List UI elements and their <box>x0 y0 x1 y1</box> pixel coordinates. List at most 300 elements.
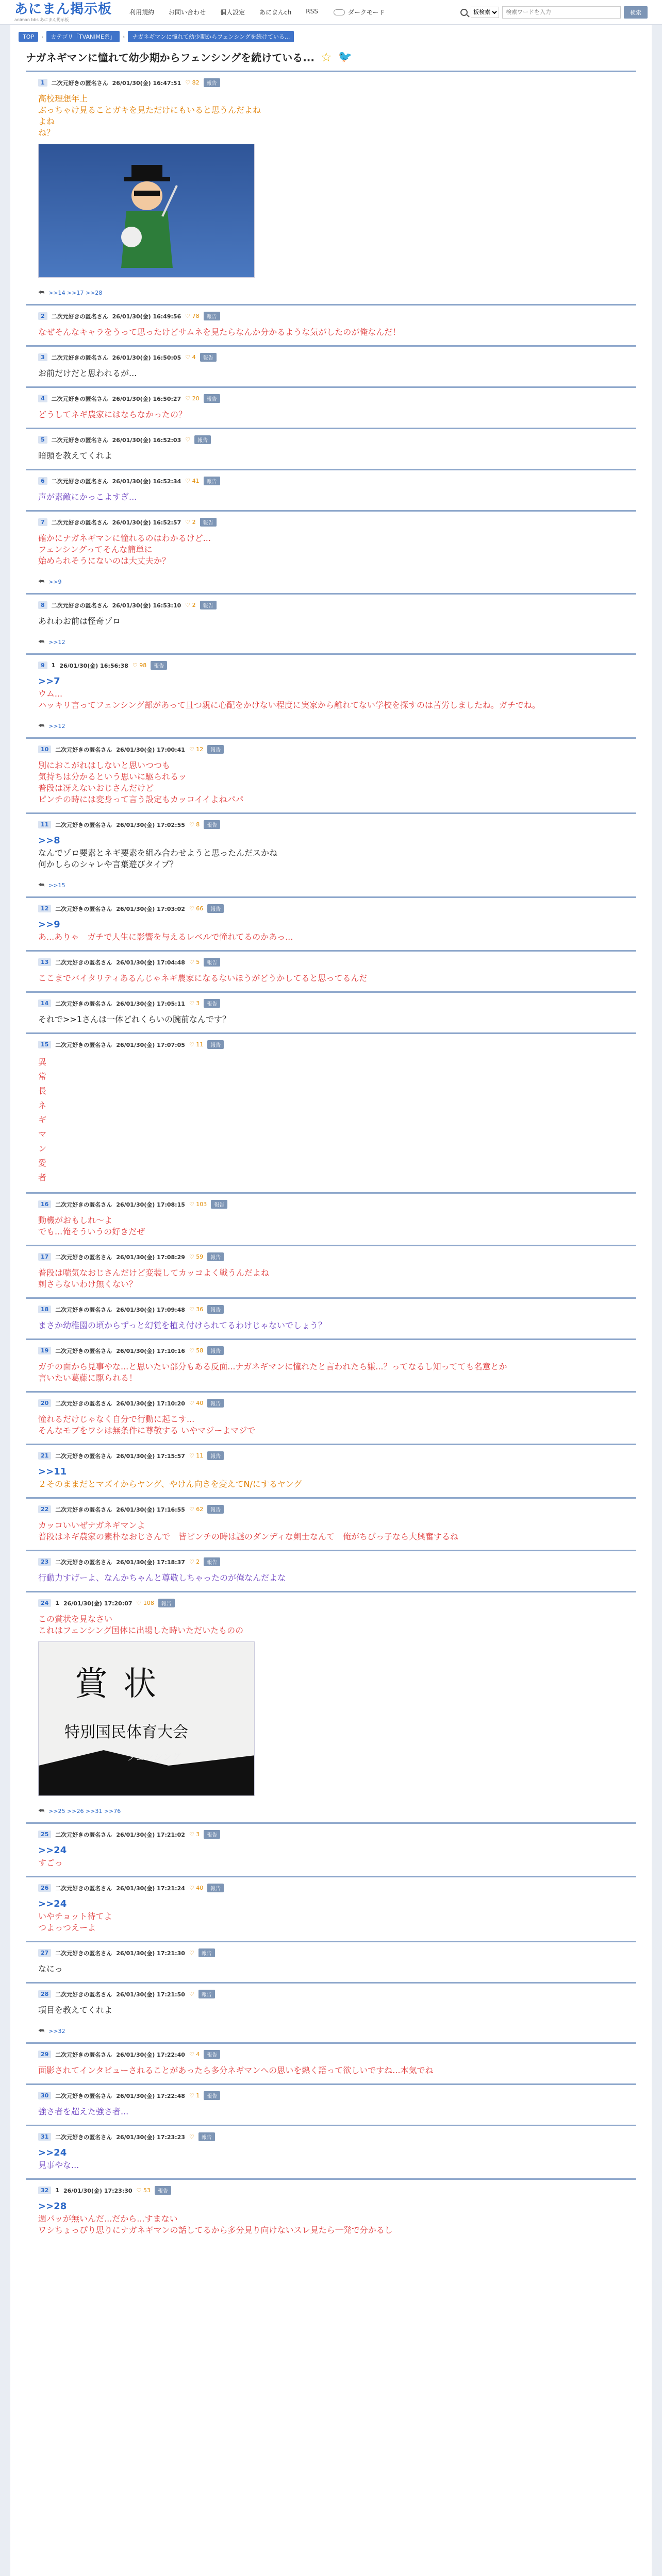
poster-name: 二次元好きの匿名さん <box>51 519 108 526</box>
report-button[interactable]: 報告 <box>207 1252 224 1261</box>
post-text-line: お前だけだと思われるが... <box>38 368 137 378</box>
post <box>26 1941 636 1982</box>
post-body <box>38 835 624 870</box>
nav-item[interactable]: RSS <box>306 8 318 15</box>
heart-icon: ♡ <box>185 436 191 443</box>
report-button[interactable]: 報告 <box>204 312 220 320</box>
post-text-line: 見事やな... <box>38 2160 79 2170</box>
post-body <box>38 1414 624 1436</box>
nav-item[interactable]: 個人設定 <box>220 9 245 16</box>
post <box>26 2083 636 2125</box>
like-count[interactable] <box>189 1506 203 1513</box>
post-header <box>38 1884 624 1892</box>
report-button[interactable]: 報告 <box>204 1557 220 1566</box>
report-button[interactable]: 報告 <box>200 353 217 362</box>
post-number[interactable]: 5 <box>38 436 47 444</box>
logo-text: あにまん掲示板 <box>14 1 112 17</box>
report-button[interactable]: 報告 <box>207 904 224 913</box>
report-button[interactable]: 報告 <box>204 820 220 829</box>
heart-icon: ♡ <box>189 821 194 828</box>
post-number[interactable]: 13 <box>38 958 51 966</box>
like-count[interactable] <box>189 1253 203 1260</box>
report-button[interactable]: 報告 <box>198 1990 215 1998</box>
poster-name: 二次元好きの匿名さん <box>55 1306 112 1313</box>
search-input[interactable] <box>502 6 621 19</box>
post <box>26 1391 636 1444</box>
post-text-line: 憧れるだけじゃなく自分で行動に起こす... <box>38 1414 195 1424</box>
post-date: 26/01/30(金) 16:49:56 <box>112 313 181 320</box>
post-number[interactable]: 1 <box>38 79 47 87</box>
post-header <box>38 1399 624 1408</box>
report-button[interactable]: 報告 <box>207 1884 224 1892</box>
heart-icon: ♡ <box>189 1452 194 1459</box>
poster-name: 二次元好きの匿名さん <box>55 1041 112 1048</box>
breadcrumb-top[interactable]: TOP <box>19 32 38 42</box>
report-button[interactable]: 報告 <box>200 601 217 609</box>
like-count[interactable] <box>189 1885 203 1891</box>
reply-links[interactable]: >>9 <box>48 579 62 585</box>
post-body <box>38 1572 624 1584</box>
post <box>26 2178 636 2243</box>
like-value: 11 <box>196 1041 204 1048</box>
post-text-line: ハッキリ言ってフェンシング部があって且つ親に心配をかけない程度に実家から離れてない学校を探すのは苦労しましたね。ガチでね。 <box>38 700 540 710</box>
poster-name: 二次元好きの匿名さん <box>55 1347 112 1354</box>
poster-name: 二次元好きの匿名さん <box>55 1000 112 1007</box>
post-text-line: 始められそうにないのは大丈夫か？ <box>38 556 171 566</box>
post <box>26 950 636 991</box>
reply-anchor[interactable]: >>24 <box>38 1845 67 1856</box>
like-count[interactable] <box>185 602 195 608</box>
post-header <box>38 477 624 485</box>
report-button[interactable]: 報告 <box>207 1040 224 1049</box>
like-count[interactable] <box>189 1000 200 1007</box>
like-value: 40 <box>196 1885 204 1891</box>
poster-name: 二次元好きの匿名さん <box>55 1452 112 1460</box>
post-text-line: それで>>1さんは一体どれくらいの腕前なんです？ <box>38 1014 230 1024</box>
report-button[interactable]: 報告 <box>207 1451 224 1460</box>
heart-icon: ♡ <box>189 1991 194 1997</box>
post-header <box>38 2132 624 2141</box>
post-header <box>38 2091 624 2100</box>
post-text-line: すごっ <box>38 1858 63 1868</box>
reply-links[interactable]: >>32 <box>48 2028 65 2035</box>
poster-name: 二次元好きの匿名さん <box>55 2092 112 2099</box>
post-date: 26/01/30(金) 17:10:16 <box>116 1347 185 1354</box>
post-header <box>38 1948 624 1957</box>
post-text-line: 別におこがれはしないと思いつつも <box>38 760 171 770</box>
post-number[interactable]: 11 <box>38 821 51 828</box>
like-count[interactable] <box>189 1306 203 1313</box>
toggle-switch-icon[interactable] <box>334 9 345 15</box>
post-number[interactable]: 12 <box>38 905 51 912</box>
post-footer <box>38 722 624 730</box>
post-header <box>38 1040 624 1049</box>
reply-icon[interactable]: ⮪ <box>38 722 45 730</box>
post-footer <box>38 289 624 297</box>
post-date: 26/01/30(金) 17:09:48 <box>116 1306 185 1313</box>
report-button[interactable]: 報告 <box>198 1948 215 1957</box>
dark-mode-toggle[interactable] <box>334 8 385 16</box>
poster-name: 二次元好きの匿名さん <box>51 313 108 320</box>
post-footer <box>38 882 624 889</box>
post-number[interactable]: 19 <box>38 1347 51 1354</box>
like-count[interactable] <box>185 354 195 361</box>
reply-icon[interactable]: ⮪ <box>38 882 45 889</box>
post <box>26 991 636 1032</box>
post-header <box>38 1451 624 1460</box>
post-header <box>38 1990 624 1998</box>
post-body <box>38 1963 624 1975</box>
report-button[interactable]: 報告 <box>204 2091 220 2100</box>
post <box>26 2125 636 2178</box>
post-text-line: よね <box>38 116 55 126</box>
post-body <box>38 1267 624 1290</box>
poster-name: 二次元好きの匿名さん <box>55 821 112 828</box>
post-number[interactable]: 14 <box>38 999 51 1007</box>
heart-icon: ♡ <box>185 519 191 526</box>
post-text-line: ピンチの時には変身って言う設定もカッコイイよねパパ <box>38 794 244 804</box>
post-text-line: 普段はネギ農家の素朴なおじさんで 皆ピンチの時は謎のダンディな剣士なんて 俺がちびっ子なら大興奮するね <box>38 1532 458 1541</box>
like-count[interactable] <box>189 1831 200 1838</box>
post <box>26 1245 636 1297</box>
post <box>26 345 636 386</box>
post-text-line: あれわお前は怪奇ゾロ <box>38 616 121 626</box>
poster-name: 二次元好きの匿名さん <box>55 1991 112 1998</box>
post-text-line: 週パッが無いんだ...だから...すまない <box>38 2214 178 2224</box>
character-illustration-icon <box>116 155 178 268</box>
main-content <box>10 25 652 2576</box>
like-count[interactable] <box>189 2051 200 2058</box>
like-value: 8 <box>196 821 200 828</box>
post <box>26 1497 636 1550</box>
poster-name: 二次元好きの匿名さん <box>55 746 112 753</box>
heart-icon: ♡ <box>185 395 191 402</box>
post-body <box>38 616 624 627</box>
post-header <box>38 1505 624 1514</box>
post-text-line: 言いたい葛藤に駆られる！ <box>38 1373 138 1383</box>
post-number[interactable]: 16 <box>38 1200 51 1208</box>
post-text-line: この賞状を見なさい <box>38 1614 113 1624</box>
report-button[interactable]: 報告 <box>207 1346 224 1355</box>
post-number[interactable]: 27 <box>38 1949 51 1957</box>
like-count[interactable] <box>189 1400 203 1406</box>
post <box>26 1876 636 1941</box>
post-text-line: 暗頭を教えてくれよ <box>38 451 113 461</box>
heart-icon: ♡ <box>189 1201 194 1208</box>
post-date: 26/01/30(金) 17:05:11 <box>116 1000 185 1007</box>
heart-icon: ♡ <box>189 1306 194 1313</box>
post <box>26 812 636 896</box>
post-body <box>38 93 624 139</box>
certificate-event: フェンシング <box>126 1752 181 1763</box>
like-count[interactable] <box>189 1452 203 1459</box>
post-date: 26/01/30(金) 17:21:24 <box>116 1885 185 1892</box>
post-text-line: ね？ <box>38 128 55 138</box>
post-date: 26/01/30(金) 17:00:41 <box>116 746 185 753</box>
post-body <box>38 1320 624 1331</box>
star-icon[interactable]: ☆ <box>321 49 332 64</box>
post-header <box>38 661 624 670</box>
report-button[interactable]: 報告 <box>204 394 220 403</box>
post-body <box>38 492 624 503</box>
like-count[interactable] <box>185 395 199 402</box>
reply-anchor[interactable]: >>24 <box>38 1899 67 1909</box>
report-button[interactable]: 報告 <box>207 1305 224 1314</box>
post-body <box>38 2005 624 2016</box>
report-button[interactable]: 報告 <box>204 477 220 485</box>
heart-icon: ♡ <box>185 478 191 484</box>
post-number[interactable]: 31 <box>38 2133 51 2141</box>
like-count[interactable] <box>189 1558 200 1565</box>
post-text-line: 気持ちは分かるという思いに駆られるッ <box>38 772 187 782</box>
post-number[interactable]: 18 <box>38 1306 51 1313</box>
heart-icon: ♡ <box>189 2092 194 2099</box>
reply-anchor[interactable]: >>11 <box>38 1466 67 1477</box>
post-number[interactable]: 22 <box>38 1505 51 1513</box>
poster-name: 二次元好きの匿名さん <box>51 354 108 361</box>
post-body <box>38 409 624 420</box>
post-body <box>38 1520 624 1543</box>
heart-icon: ♡ <box>132 662 138 669</box>
heart-icon: ♡ <box>189 1253 194 1260</box>
like-count[interactable] <box>189 2092 200 2099</box>
heart-icon: ♡ <box>189 959 194 965</box>
post-header <box>38 601 624 609</box>
report-button[interactable]: 報告 <box>204 999 220 1008</box>
like-count[interactable] <box>189 1201 207 1208</box>
post-number[interactable]: 21 <box>38 1452 51 1460</box>
post-date: 26/01/30(金) 17:16:55 <box>116 1506 185 1513</box>
like-value: 20 <box>192 395 200 402</box>
reply-anchor[interactable]: >>24 <box>38 2147 67 2158</box>
post-text-line: ぶっちゃけ見ることガキを見ただけにもいると思うんだよね <box>38 105 261 115</box>
post-body <box>38 2201 624 2236</box>
post-number[interactable]: 28 <box>38 1990 51 1998</box>
report-button[interactable]: 報告 <box>207 745 224 754</box>
post-number[interactable]: 32 <box>38 2187 51 2194</box>
breadcrumb-category[interactable]: カテゴリ「TVANIME系」 <box>46 31 120 42</box>
post <box>26 1032 636 1192</box>
post-number[interactable]: 29 <box>38 2050 51 2058</box>
post-text-line: そんなモブをワシは無条件に尊敬する いやマジーよマジで <box>38 1426 256 1435</box>
report-button[interactable]: 報告 <box>158 1599 175 1607</box>
logo-subtitle: animan bbs あにまん掲示板 <box>14 17 69 22</box>
poster-name: 二次元好きの匿名さん <box>55 1400 112 1407</box>
reply-links[interactable]: >>25 >>26 >>31 >>76 <box>48 1808 121 1815</box>
breadcrumb-separator: › <box>122 33 125 40</box>
report-button[interactable]: 報告 <box>200 518 217 527</box>
like-value: 98 <box>139 662 147 669</box>
like-count[interactable] <box>185 313 199 319</box>
post-number[interactable]: 6 <box>38 477 47 485</box>
reply-icon[interactable]: ⮪ <box>38 2027 45 2035</box>
post-text-line: ワシちょっぴり思りにナガネギマンの話してるから多分見り向けないスレ見たら一発で分かるし <box>38 2225 393 2235</box>
post-date: 26/01/30(金) 16:56:38 <box>59 662 128 669</box>
post-number[interactable]: 4 <box>38 395 47 402</box>
reply-icon[interactable]: ⮪ <box>38 1807 45 1815</box>
post-date: 26/01/30(金) 17:18:37 <box>116 1558 185 1566</box>
poster-name: 二次元好きの匿名さん <box>51 79 108 87</box>
post-date: 26/01/30(金) 17:04:48 <box>116 959 185 966</box>
poster-name: 二次元好きの匿名さん <box>51 602 108 609</box>
like-value: 12 <box>196 746 204 753</box>
dark-mode-label: ダークモード <box>347 9 385 16</box>
post-text-line: 声が素敵にかっこよすぎ... <box>38 492 137 502</box>
nav-item[interactable]: お問い合わせ <box>169 9 206 16</box>
like-count[interactable] <box>133 662 146 669</box>
heart-icon: ♡ <box>189 1885 194 1891</box>
like-value: 36 <box>196 1306 204 1313</box>
post-number[interactable]: 2 <box>38 312 47 320</box>
report-button[interactable]: 報告 <box>204 1830 220 1839</box>
post-number[interactable]: 10 <box>38 745 51 753</box>
post-text-line: 刺さらないわけ無くない？ <box>38 1279 138 1289</box>
like-count[interactable] <box>189 1041 203 1048</box>
post-header <box>38 1305 624 1314</box>
post-body <box>38 533 624 567</box>
like-value: 108 <box>143 1600 154 1606</box>
report-button[interactable]: 報告 <box>204 958 220 967</box>
report-button[interactable]: 報告 <box>198 2132 215 2141</box>
post-number[interactable]: 23 <box>38 1558 51 1566</box>
like-count[interactable] <box>189 959 200 965</box>
like-value: 1 <box>196 2092 200 2099</box>
like-count[interactable] <box>185 79 199 86</box>
report-button[interactable]: 報告 <box>207 1399 224 1408</box>
post-number[interactable]: 15 <box>38 1041 51 1048</box>
site-logo[interactable] <box>14 2 112 23</box>
like-count[interactable] <box>189 1991 194 1997</box>
post-text-line: 行動力すげーよ、なんかちゃんと尊敬しちゃったのが俺なんだよな <box>38 1573 286 1583</box>
like-count[interactable] <box>185 478 199 484</box>
heart-icon: ♡ <box>185 602 191 608</box>
post-body <box>38 1361 624 1384</box>
post-number[interactable]: 3 <box>38 353 47 361</box>
heart-icon: ♡ <box>136 1600 142 1606</box>
post-text-line: 高校理想年上 <box>38 94 88 104</box>
post-body <box>38 760 624 805</box>
poster-name: 二次元好きの匿名さん <box>55 1950 112 1957</box>
post-date: 26/01/30(金) 16:47:51 <box>112 79 181 87</box>
heart-icon: ♡ <box>189 746 194 753</box>
reply-anchor[interactable]: >>8 <box>38 835 60 846</box>
nav-item[interactable]: あにまんch <box>259 9 292 16</box>
poster-name: 二次元好きの匿名さん <box>55 1506 112 1513</box>
reply-links[interactable]: >>14 >>17 >>28 <box>48 290 103 296</box>
post-body <box>38 1215 624 1238</box>
like-count[interactable] <box>189 746 203 753</box>
post-number[interactable]: 30 <box>38 2092 51 2099</box>
search-scope-select[interactable] <box>471 7 499 18</box>
search-button[interactable]: 検索 <box>624 6 648 19</box>
reply-icon[interactable]: ⮪ <box>38 638 45 646</box>
post-number[interactable]: 9 <box>38 662 47 669</box>
heart-icon: ♡ <box>189 1041 194 1048</box>
report-button[interactable]: 報告 <box>155 2186 171 2195</box>
poster-name: 1 <box>55 1600 59 1606</box>
post-header <box>38 1346 624 1355</box>
like-count[interactable] <box>189 2133 194 2140</box>
heart-icon: ♡ <box>189 1831 194 1838</box>
post-image[interactable] <box>38 1641 255 1796</box>
post-date: 26/01/30(金) 17:21:50 <box>116 1991 185 1998</box>
post-body <box>38 450 624 462</box>
post-header <box>38 904 624 913</box>
certificate-heading: 賞状 <box>75 1665 172 1703</box>
reply-links[interactable]: >>12 <box>48 639 65 646</box>
post-date: 26/01/30(金) 16:53:10 <box>112 602 181 609</box>
poster-name: 二次元好きの匿名さん <box>51 395 108 402</box>
post-body <box>38 1845 624 1869</box>
breadcrumb-thread[interactable]: ナガネギマンに憧れて幼少期からフェンシングを続けている... <box>128 31 294 42</box>
reply-icon[interactable]: ⮪ <box>38 578 45 586</box>
like-count[interactable] <box>185 436 190 443</box>
reply-anchor[interactable]: >>7 <box>38 676 60 687</box>
post <box>26 1822 636 1876</box>
reply-anchor[interactable]: >>9 <box>38 919 60 930</box>
reply-icon[interactable]: ⮪ <box>38 289 45 297</box>
page-title: ナガネギマンに憧れて幼少期からフェンシングを続けている... <box>26 52 315 64</box>
like-count[interactable] <box>189 1347 203 1354</box>
post-body <box>38 1899 624 1934</box>
like-count[interactable] <box>185 519 195 526</box>
report-button[interactable]: 報告 <box>204 2050 220 2059</box>
post-text-line: ネ <box>38 1100 47 1110</box>
post-number[interactable]: 7 <box>38 518 47 526</box>
post-number[interactable]: 17 <box>38 1253 51 1261</box>
report-button[interactable]: 報告 <box>151 661 167 670</box>
like-count[interactable] <box>189 905 203 912</box>
post <box>26 1192 636 1245</box>
heart-icon: ♡ <box>185 313 191 319</box>
like-count[interactable] <box>137 1600 154 1606</box>
post <box>26 304 636 345</box>
post <box>26 653 636 737</box>
reply-links[interactable]: >>15 <box>48 882 65 889</box>
post-text-line: どうしてネギ農家にはならなかったの？ <box>38 410 187 419</box>
post-number[interactable]: 8 <box>38 601 47 609</box>
post-header <box>38 394 624 403</box>
nav-item[interactable]: 利用規約 <box>129 9 155 16</box>
like-count[interactable] <box>137 2187 151 2194</box>
poster-name: 二次元好きの匿名さん <box>51 436 108 444</box>
post-date: 26/01/30(金) 17:23:23 <box>116 2133 185 2141</box>
post-number[interactable]: 20 <box>38 1399 51 1407</box>
post-number[interactable]: 26 <box>38 1884 51 1892</box>
post-header <box>38 1599 624 1607</box>
report-button[interactable]: 報告 <box>194 435 211 444</box>
bird-icon[interactable]: 🐦 <box>338 50 352 63</box>
post-number[interactable]: 24 <box>38 1599 51 1607</box>
post <box>26 1982 636 2042</box>
post-header <box>38 958 624 967</box>
post-date: 26/01/30(金) 17:03:02 <box>116 905 185 912</box>
reply-anchor[interactable]: >>28 <box>38 2201 67 2212</box>
report-button[interactable]: 報告 <box>211 1200 227 1209</box>
post-number[interactable]: 25 <box>38 1831 51 1838</box>
report-button[interactable]: 報告 <box>204 78 220 87</box>
post-image[interactable] <box>38 144 255 278</box>
like-count[interactable] <box>189 1950 194 1956</box>
reply-links[interactable]: >>12 <box>48 723 65 730</box>
like-value: 2 <box>192 602 196 608</box>
post-footer <box>38 578 624 586</box>
like-value: 41 <box>192 478 200 484</box>
header-nav <box>129 8 318 16</box>
report-button[interactable]: 報告 <box>207 1505 224 1514</box>
like-count[interactable] <box>189 821 200 828</box>
post <box>26 1550 636 1591</box>
